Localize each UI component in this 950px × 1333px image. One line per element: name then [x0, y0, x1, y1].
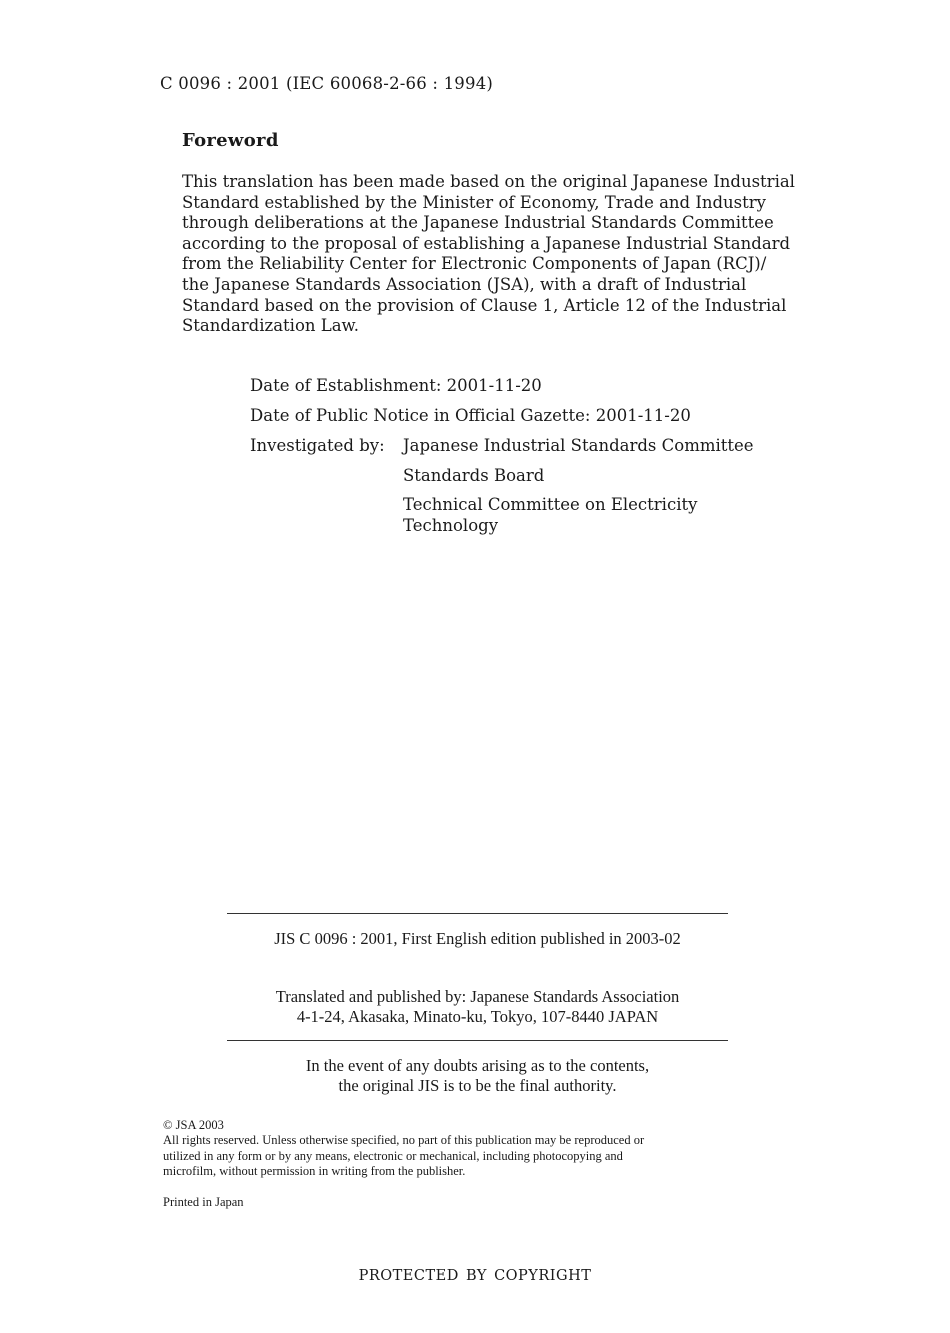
foreword-line: Standardization Law.	[182, 316, 359, 336]
foreword-line: This translation has been made based on the original Japanese Industrial	[182, 172, 795, 191]
protected-by-copyright-footer: PROTECTED BY COPYRIGHT	[358, 1268, 592, 1284]
copyright-notice: © JSA 2003	[163, 1118, 224, 1132]
foreword-line: Standard based on the provision of Clause 1, Article 12 of the Industrial	[182, 295, 787, 315]
foreword-line: according to the proposal of establishing a Japanese Industrial Standard	[182, 233, 791, 253]
publisher-address: 4-1-24, Akasaka, Minato-ku, Tokyo, 107-8440 JAPAN	[296, 1007, 659, 1026]
investigator-line: Technology	[403, 515, 499, 535]
date-of-public-notice: Date of Public Notice in Official Gazette: 2001-11-20	[250, 406, 691, 425]
edition-statement: JIS C 0096 : 2001, First English edition published in 2003-02	[274, 929, 681, 948]
authority-line: In the event of any doubts arising as to the contents,	[305, 1056, 650, 1075]
document-designation: C 0096 : 2001 (IEC 60068-2-66 : 1994)	[160, 74, 494, 93]
divider-bottom	[227, 1040, 728, 1041]
date-of-establishment: Date of Establishment: 2001-11-20	[250, 376, 542, 395]
rights-statement	[163, 1133, 803, 1180]
rights-line: All rights reserved. Unless otherwise specified, no part of this publication may be reproduced or	[163, 1133, 645, 1147]
publisher-line: Translated and published by: Japanese Standards Association	[275, 987, 680, 1006]
foreword-line: the Japanese Standards Association (JSA), with a draft of Industrial	[182, 274, 747, 294]
foreword-line: from the Reliability Center for Electronic Components of Japan (RCJ)/	[182, 254, 767, 274]
rights-line: microfilm, without permission in writing from the publisher.	[163, 1164, 466, 1178]
investigated-by-label: Investigated by:	[250, 436, 385, 455]
foreword-paragraph	[182, 172, 802, 337]
authority-notice	[227, 1056, 728, 1096]
authority-line: the original JIS is to be the final authority.	[338, 1076, 617, 1095]
foreword-line: Standard established by the Minister of Economy, Trade and Industry	[182, 192, 766, 212]
investigator-committee: Japanese Industrial Standards Committee	[403, 436, 754, 455]
investigator-line: Technical Committee on Electricity	[403, 495, 698, 514]
printed-in: Printed in Japan	[163, 1195, 244, 1209]
foreword-heading: Foreword	[182, 130, 279, 151]
rights-line: utilized in any form or by any means, electronic or mechanical, including photocopying and	[163, 1148, 623, 1163]
publisher-block	[227, 987, 728, 1027]
divider-top	[227, 913, 728, 914]
foreword-line: through deliberations at the Japanese Industrial Standards Committee	[182, 213, 774, 233]
investigator-technical-committee	[403, 495, 697, 536]
investigator-board: Standards Board	[403, 466, 545, 485]
